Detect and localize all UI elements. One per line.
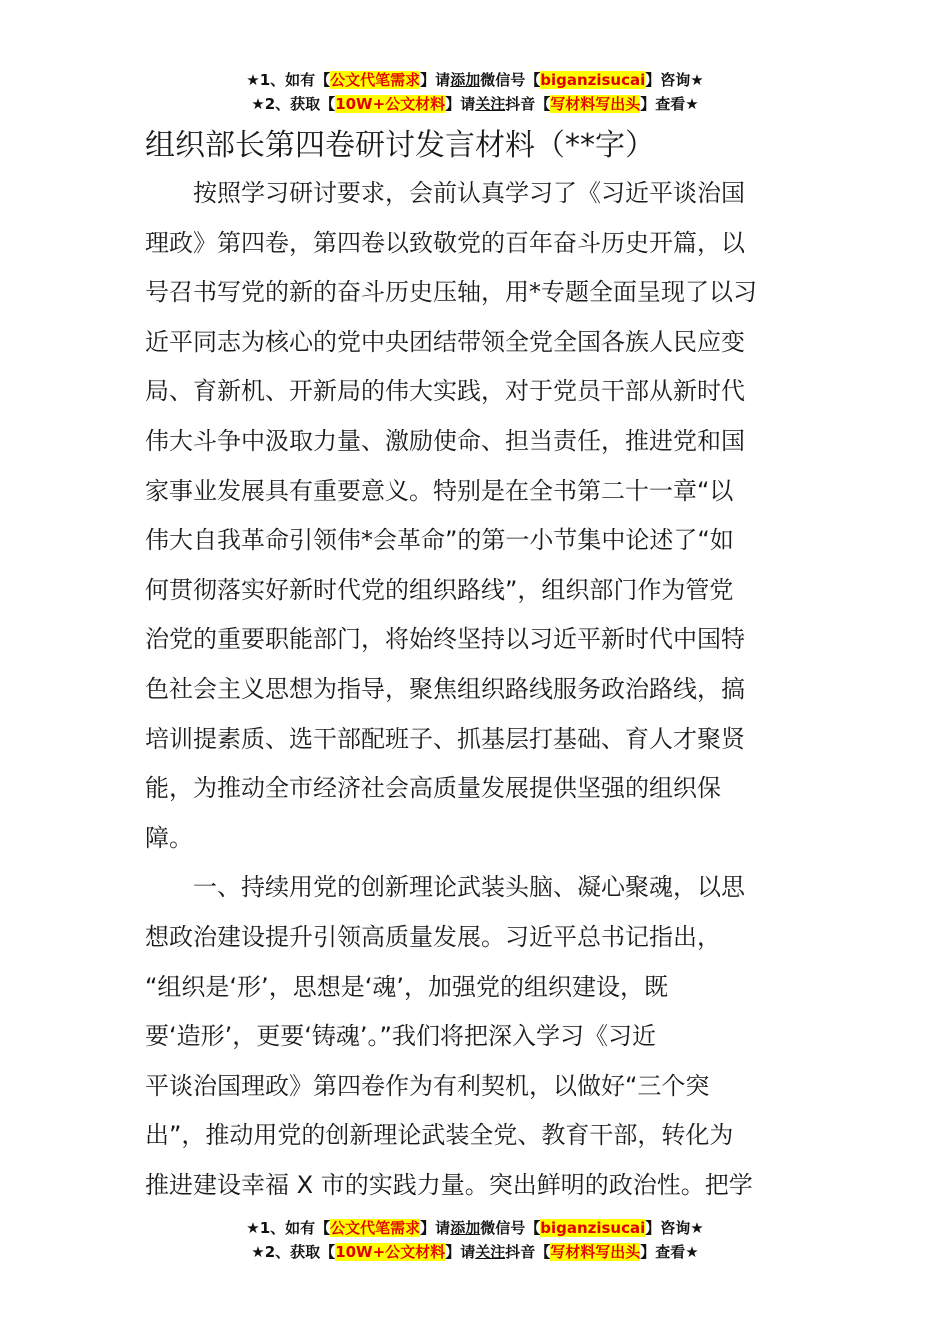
paragraph-line: 家事业发展具有重要意义。特别是在全书第二十一章“以 (145, 476, 734, 505)
paragraph-line: 近平同志为核心的党中央团结带领全党全国各族人民应变 (145, 327, 745, 356)
paragraph-line: 推进建设幸福 X 市的实践力量。突出鲜明的政治性。把学 (145, 1170, 753, 1199)
paragraph-line: 要‘造形’，更要‘铸魂’。”我们将把深入学习《习近 (145, 1022, 656, 1051)
promo-text: 】请 (445, 95, 476, 113)
promo-line-1 (0, 68, 950, 92)
paragraph-line: 何贯彻落实好新时代党的组织路线”，组织部门作为管党 (145, 575, 734, 604)
paragraph-line: 出”，推动用党的创新理论武装全党、教育干部，转化为 (145, 1121, 734, 1150)
promo-highlight: 公文代笔需求 (330, 71, 421, 89)
promo-underlined: 添加 (450, 1219, 481, 1237)
paragraph-line: 想政治建设提升引领高质量发展。习近平总书记指出， (145, 922, 721, 951)
paragraph-line: 一、持续用党的创新理论武装头脑、凝心聚魂，以思 (193, 873, 745, 902)
promo-text: ★2、获取【 (251, 95, 336, 113)
promo-text: ★1、如有【 (246, 71, 331, 89)
promo-text: 微信号【 (480, 1219, 541, 1237)
promo-text: 】查看★ (640, 95, 699, 113)
document-title: 组织部长第四卷研讨发言材料（**字） (145, 128, 655, 163)
promo-text: 抖音【 (505, 95, 551, 113)
paragraph-line: 色社会主义思想为指导，聚焦组织路线服务政治路线，搞 (145, 674, 745, 703)
paragraph-line: 号召书写党的新的奋斗历史压轴，用*专题全面呈现了以习 (145, 278, 757, 307)
promo-underlined: 关注 (475, 1243, 506, 1261)
paragraph-line: 障。 (145, 823, 193, 852)
paragraph-line: 平谈治国理政》第四卷作为有利契机，以做好“三个突 (145, 1071, 710, 1100)
promo-highlight: biganzisucai (540, 71, 646, 89)
promo-text: 】请 (420, 71, 451, 89)
paragraph-line: 能，为推动全市经济社会高质量发展提供坚强的组织保 (145, 774, 721, 803)
promo-line-2 (0, 1240, 950, 1264)
promo-text: ★1、如有【 (246, 1219, 331, 1237)
promo-text: 】请 (420, 1219, 451, 1237)
promo-text: 】查看★ (640, 1243, 699, 1261)
paragraph-line: 伟大自我革命引领伟*会革命”的第一小节集中论述了“如 (145, 526, 734, 555)
promo-text: ★2、获取【 (251, 1243, 336, 1261)
promo-line-2 (0, 92, 950, 116)
paragraph (145, 863, 810, 1210)
paragraph (145, 169, 810, 863)
promo-line-1 (0, 1216, 950, 1240)
promo-text: 】咨询★ (645, 71, 704, 89)
promo-highlight: 10W+公文材料 (335, 95, 446, 113)
paragraph-line: 按照学习研讨要求，会前认真学习了《习近平谈治国 (193, 179, 745, 207)
paragraph-line: “组织是‘形’，思想是‘魂’，加强党的组织建设，既 (145, 972, 668, 1001)
paragraph-line: 治党的重要职能部门，将始终坚持以习近平新时代中国特 (145, 625, 745, 654)
paragraph-line: 伟大斗争中汲取力量、激励使命、担当责任，推进党和国 (145, 426, 745, 455)
paragraph-line: 局、育新机、开新局的伟大实践，对于党员干部从新时代 (145, 377, 745, 406)
promo-banner-bottom (0, 1216, 950, 1264)
promo-highlight: 公文代笔需求 (330, 1219, 421, 1237)
paragraph-line: 理政》第四卷，第四卷以致敬党的百年奋斗历史开篇，以 (145, 228, 745, 257)
promo-highlight: 写材料写出头 (550, 1243, 641, 1261)
document-body (145, 169, 810, 1210)
paragraph-line: 培训提素质、选干部配班子、抓基层打基础、育人才聚贤 (145, 724, 745, 753)
promo-highlight: 10W+公文材料 (335, 1243, 446, 1261)
promo-text: 抖音【 (505, 1243, 551, 1261)
promo-highlight: 写材料写出头 (550, 95, 641, 113)
promo-text: 】请 (445, 1243, 476, 1261)
promo-underlined: 添加 (450, 71, 481, 89)
promo-text: 微信号【 (480, 71, 541, 89)
promo-banner-top (0, 68, 950, 116)
promo-text: 】咨询★ (645, 1219, 704, 1237)
promo-underlined: 关注 (475, 95, 506, 113)
promo-highlight: biganzisucai (540, 1219, 646, 1237)
